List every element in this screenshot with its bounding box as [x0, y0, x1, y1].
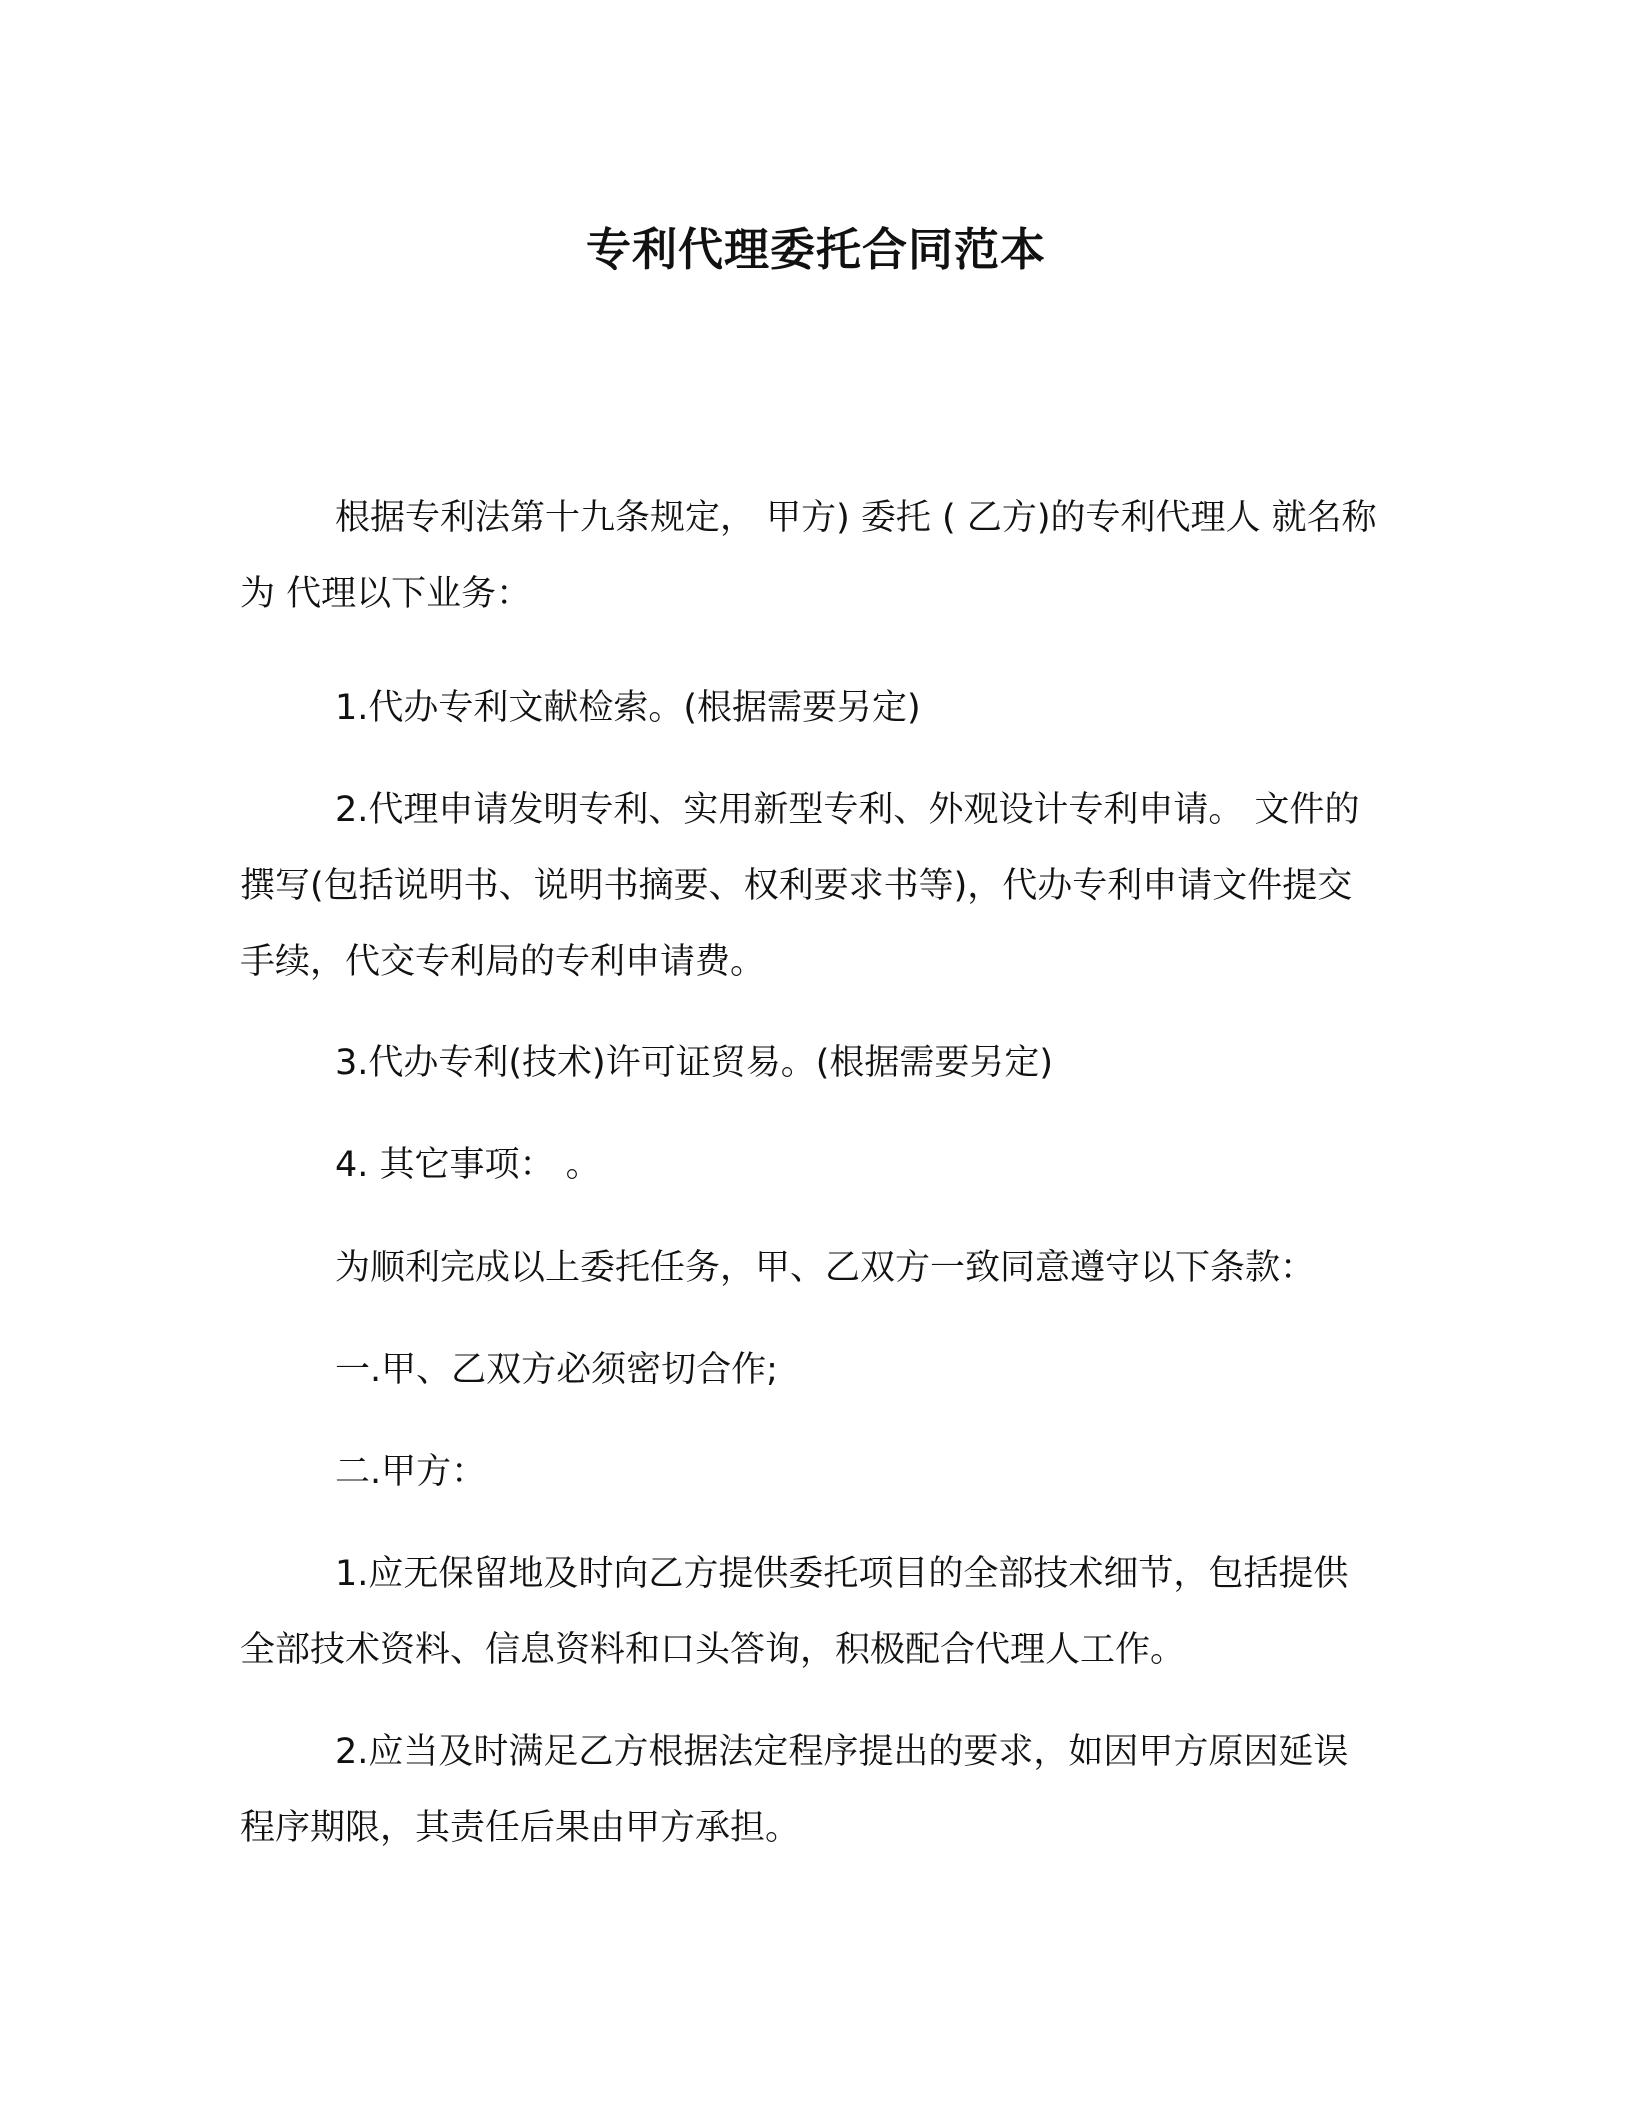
- paragraph-terms-intro: 为顺利完成以上委托任务，甲、乙双方一致同意遵守以下条款：: [335, 1248, 1316, 1288]
- paragraph-party-a-duty-2: 2.应当及时满足乙方根据法定程序提出的要求，如因甲方原因延误程序期限，其责任后果由甲方承担。: [240, 1732, 1349, 1848]
- paragraph-item-4: 4. 其它事项： 。: [335, 1145, 601, 1185]
- paragraph-item-2: 2.代理申请发明专利、实用新型专利、外观设计专利申请。 文件的撰写(包括说明书、说明书摘要、权利要求书等)，代办专利申请文件提交手续，代交专利局的专利申请费。: [240, 790, 1360, 982]
- paragraph-clause-1: 一.甲、乙双方必须密切合作;: [335, 1350, 778, 1390]
- paragraph-intro: 根据专利法第十九条规定， 甲方) 委托 ( 乙方)的专利代理人 就名称为 代理以下业务：: [240, 498, 1377, 614]
- paragraph-party-a-duty-1: 1.应无保留地及时向乙方提供委托项目的全部技术细节，包括提供全部技术资料、信息资料和口头答询，积极配合代理人工作。: [240, 1554, 1349, 1670]
- paragraph-item-1: 1.代办专利文献检索。(根据需要另定): [335, 688, 921, 728]
- paragraph-item-3: 3.代办专利(技术)许可证贸易。(根据需要另定): [335, 1043, 1054, 1083]
- document-title: 专利代理委托合同范本: [585, 223, 1046, 276]
- paragraph-clause-2: 二.甲方：: [335, 1452, 487, 1492]
